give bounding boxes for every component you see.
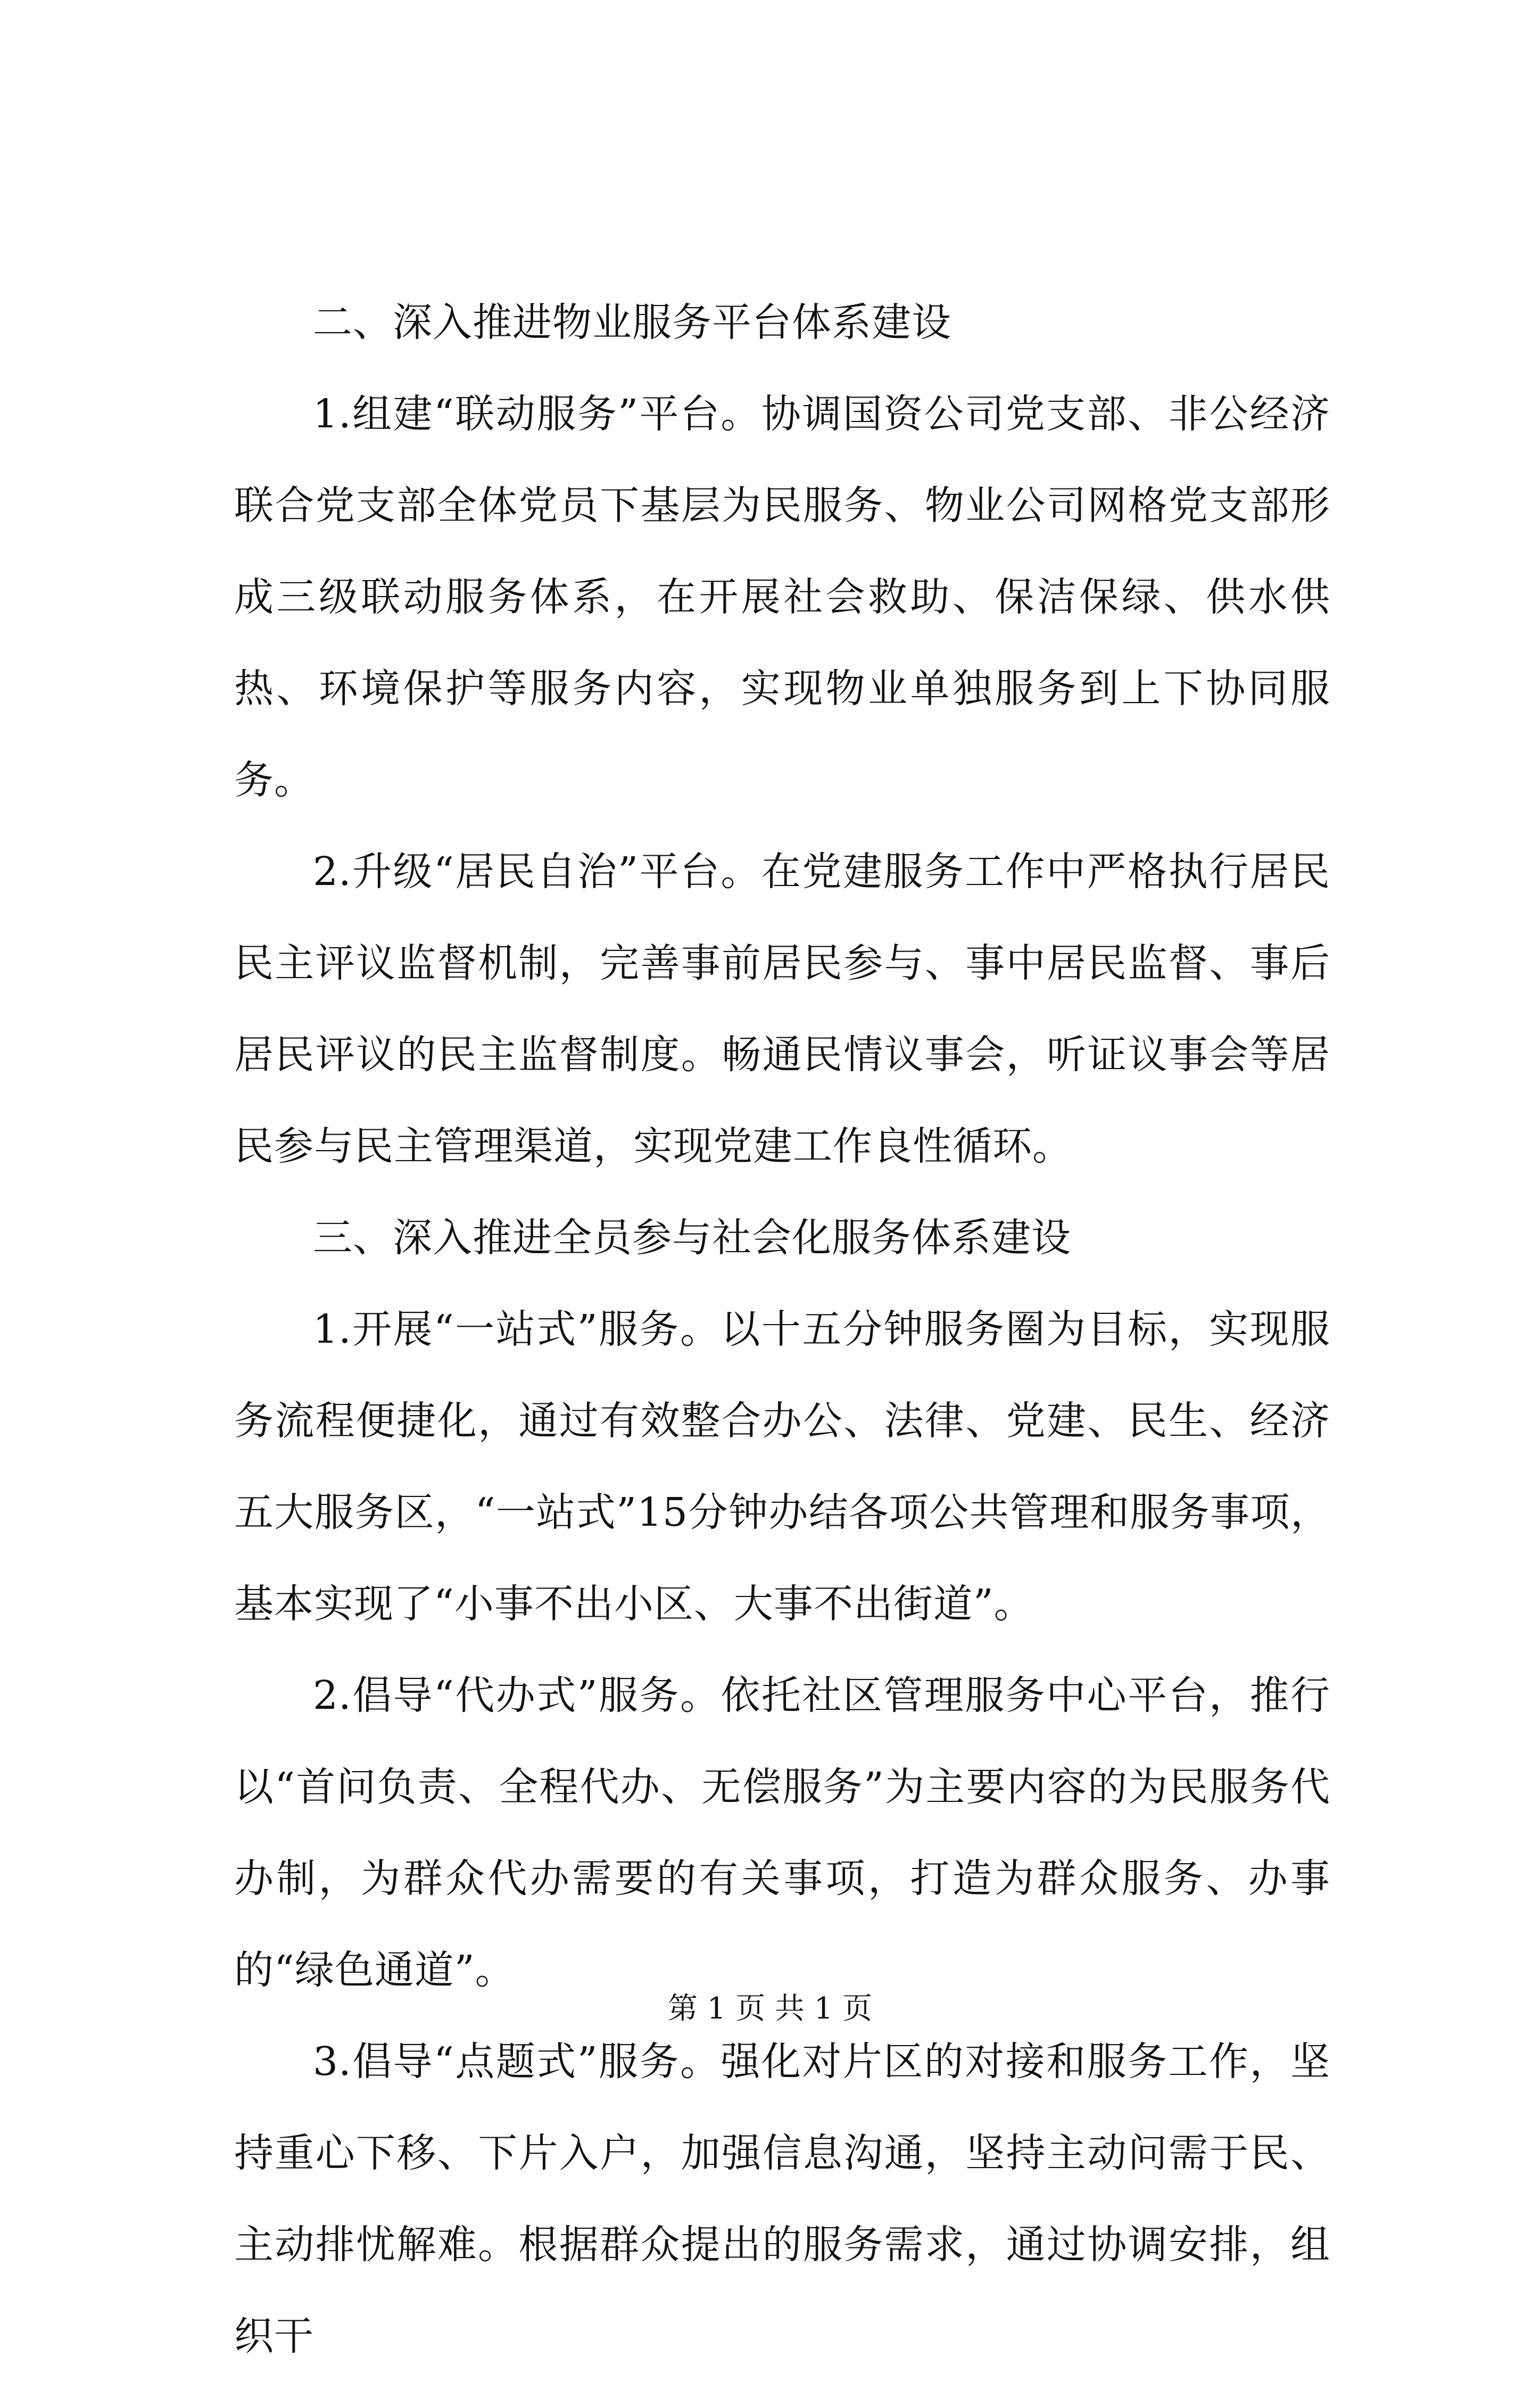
section-heading: 二、深入推进物业服务平台体系建设 [313,300,951,345]
section-heading: 三、深入推进全员参与社会化服务体系建设 [313,1215,1071,1261]
paragraph: 2.倡导“代办式”服务。依托社区管理服务中心平台，推行以“首问负责、全程代办、无偿服务”为主要内容的为民服务代办制，为群众代办需要的有关事项，打造为群众服务、办事的“绿色通道”。 [234,1673,1330,1993]
paragraph: 1.开展“一站式”服务。以十五分钟服务圈为目标，实现服务流程便捷化，通过有效整合办公、法律、党建、民生、经济五大服务区，“一站式”15分钟办结各项公共管理和服务事项，基本实现了“小事不出小区、大事不出街道”。 [234,1306,1330,1627]
paragraph: 1.组建“联动服务”平台。协调国资公司党支部、非公经济联合党支部全体党员下基层为民服务、物业公司网格党支部形成三级联动服务体系，在开展社会救助、保洁保绿、供水供热、环境保护等服务内容，实现物业单独服务到上下协同服务。 [234,391,1330,803]
page-footer: 第 1 页 共 1 页 [667,1991,873,2026]
document-body [234,277,1330,2382]
paragraph: 3.倡导“点题式”服务。强化对片区的对接和服务工作，坚持重心下移、下片入户，加强信息沟通，坚持主动问需于民、主动排忧解难。根据群众提出的服务需求，通过协调安排，组织干 [234,2039,1330,2359]
paragraph: 2.升级“居民自治”平台。在党建服务工作中严格执行居民民主评议监督机制，完善事前居民参与、事中居民监督、事后居民评议的民主监督制度。畅通民情议事会，听证议事会等居民参与民主管理渠道，实现党建工作良性循环。 [234,849,1330,1169]
